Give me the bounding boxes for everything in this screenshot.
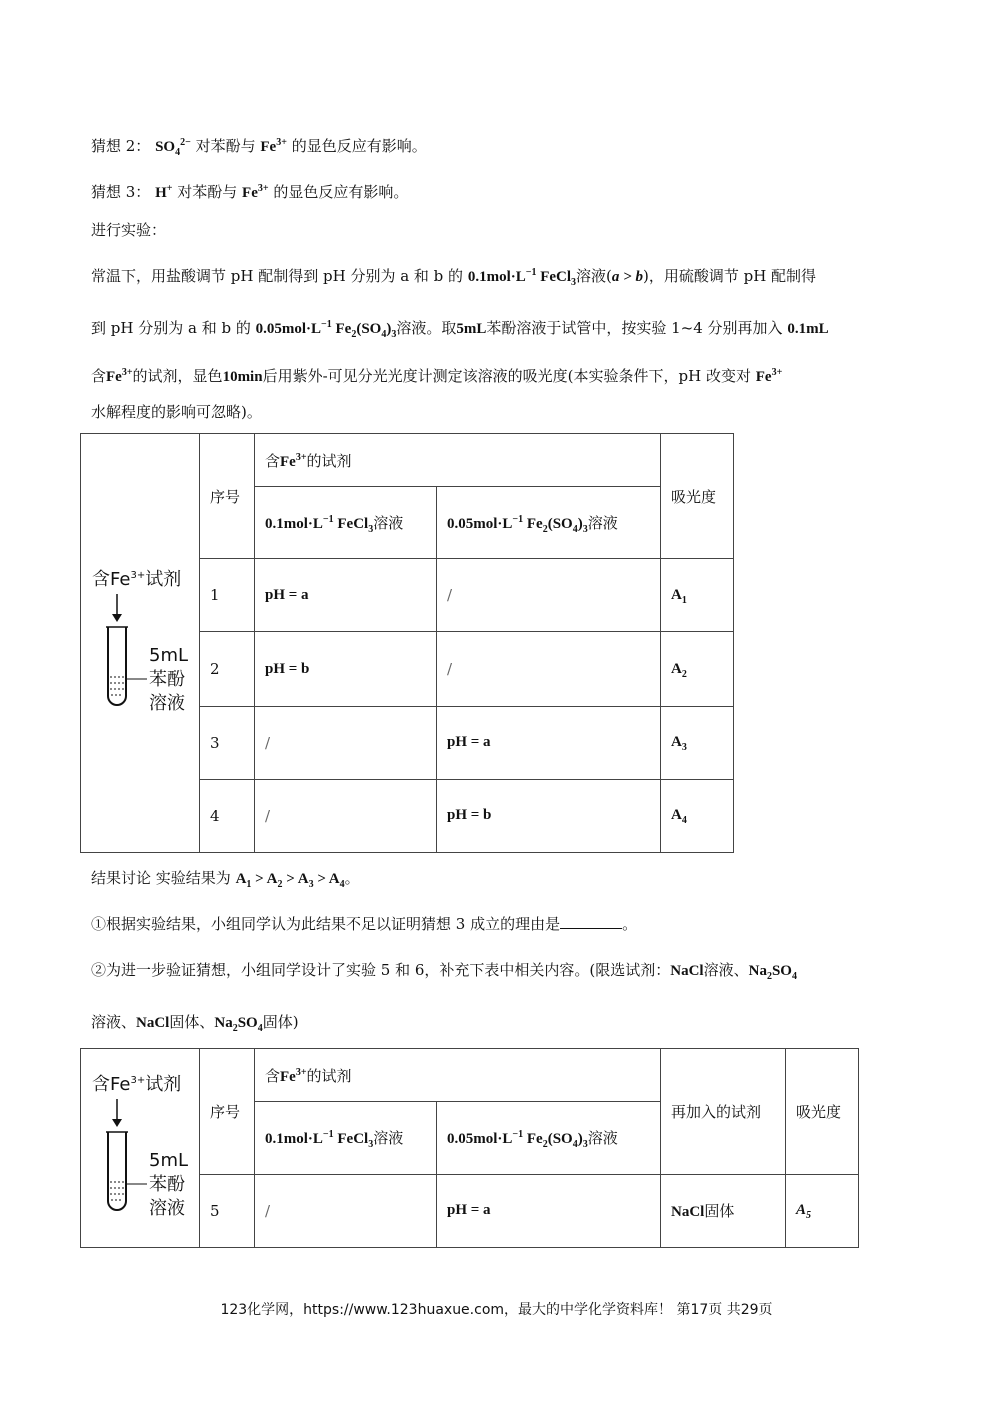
fe2so43-reagent: $0.05mol\cdot L^{-1}$ $Fe_2(SO_4)_3$ xyxy=(255,319,397,340)
table-row: 4 / pH = b $A_4$ xyxy=(81,779,734,852)
experiment-table-1 xyxy=(80,433,734,853)
procedure-line-1: 常温下，用盐酸调节 pH 配制得到 pH 分别为 a 和 b 的 $0.1mol\cdot L^{-1}$ FeCl$_3$溶液(a > b)，用硫酸调节 pH 配制得 xyxy=(91,267,817,288)
question-1: ①根据实验结果，小组同学认为此结果不足以证明猜想 3 成立的理由是 。 xyxy=(91,915,638,933)
phenol-label: 苯酚 xyxy=(149,669,185,690)
header-reagent: 含$Fe^{3+}$的试剂 xyxy=(255,1049,661,1102)
solution-label: 溶液 xyxy=(149,1198,185,1219)
hypothesis-3: 猜想 3： H+ 对苯酚与 $Fe^{3+}$ 的显色反应有影响。 xyxy=(91,183,409,201)
procedure-line-4: 水解程度的影响可忽略)。 xyxy=(91,403,262,421)
question-2: ②为进一步验证猜想，小组同学设计了实验 5 和 6，补充下表中相关内容。(限选试剂：NaCl溶液、$Na_2SO_4$ xyxy=(91,961,797,982)
experiment-heading: 进行实验： xyxy=(91,221,167,239)
procedure-line-3: 含$Fe^{3+}$的试剂，显色10min后用紫外-可见分光光度计测定该溶液的吸光度(本实验条件下，pH 改变对 $Fe^{3+}$ xyxy=(91,367,783,385)
hypothesis-2: 猜想 2： $SO_4^{2-}$ 对苯酚与 $Fe^{3+}$ 的显色反应有影响。 xyxy=(91,137,427,158)
volume-label: 5mL xyxy=(149,645,189,666)
test-tube-icon xyxy=(81,434,199,852)
header-fecl3: $0.1mol\cdot L^{-1}$ FeCl$_3$溶液 xyxy=(255,487,437,559)
reagent-label: 含$Fe^{3+}$试剂 xyxy=(92,1074,182,1095)
fe3-formula: $Fe^{3+}$ xyxy=(242,183,269,201)
header-fe2so43: $0.05mol\cdot L^{-1}$ $Fe_2(SO_4)_3$溶液 xyxy=(437,1102,661,1174)
table-row: 3 / pH = a $A_3$ xyxy=(81,706,734,779)
answer-blank[interactable] xyxy=(560,914,622,929)
header-seq: 序号 xyxy=(200,1049,255,1175)
header-added: 再加入的试剂 xyxy=(661,1049,786,1175)
header-abs: 吸光度 xyxy=(786,1049,859,1175)
table-row: 5 / pH = a NaCl固体 $A_5$ xyxy=(81,1174,859,1247)
table-row: 1 pH = a / $A_1$ xyxy=(81,559,734,632)
header-abs: 吸光度 xyxy=(661,434,734,559)
question-2-cont: 溶液、NaCl固体、$Na_2SO_4$固体) xyxy=(91,1013,299,1034)
sulfate-formula: $SO_4^{2-}$ xyxy=(155,137,191,158)
table-row: 2 pH = b / $A_2$ xyxy=(81,632,734,706)
procedure-line-2: 到 pH 分别为 a 和 b 的 $0.05mol\cdot L^{-1}$ $Fe_2(SO_4)_3$溶液。取5mL苯酚溶液于试管中，按实验 1~4 分别再加入 0.1mL xyxy=(91,319,829,340)
solution-label: 溶液 xyxy=(149,693,185,714)
header-fe2so43: $0.05mol\cdot L^{-1}$ $Fe_2(SO_4)_3$溶液 xyxy=(437,487,661,559)
result-discussion: 结果讨论 实验结果为 $A_1 > A_2 > A_3 > A_4$。 xyxy=(91,869,360,890)
h-ion-formula: H+ xyxy=(155,183,173,201)
header-reagent: 含$Fe^{3+}$的试剂 xyxy=(255,434,661,487)
reagent-label: 含$Fe^{3+}$试剂 xyxy=(92,569,182,590)
phenol-label: 苯酚 xyxy=(149,1174,185,1195)
fecl3-reagent: $0.1mol\cdot L^{-1}$ FeCl$_3$ xyxy=(467,267,577,288)
fe3-formula: $Fe^{3+}$ xyxy=(260,137,287,155)
experiment-table-2 xyxy=(80,1048,859,1248)
volume-label: 5mL xyxy=(149,1150,189,1171)
condition: a > b xyxy=(611,269,643,285)
page-footer: 123化学网，https://www.123huaxue.com，最大的中学化学资料库！ 第17页 共29页 xyxy=(220,1302,773,1318)
test-tube-figure xyxy=(81,1049,200,1248)
header-seq: 序号 xyxy=(200,434,255,559)
test-tube-figure xyxy=(81,434,200,853)
header-fecl3: $0.1mol\cdot L^{-1}$ FeCl$_3$溶液 xyxy=(255,1102,437,1174)
